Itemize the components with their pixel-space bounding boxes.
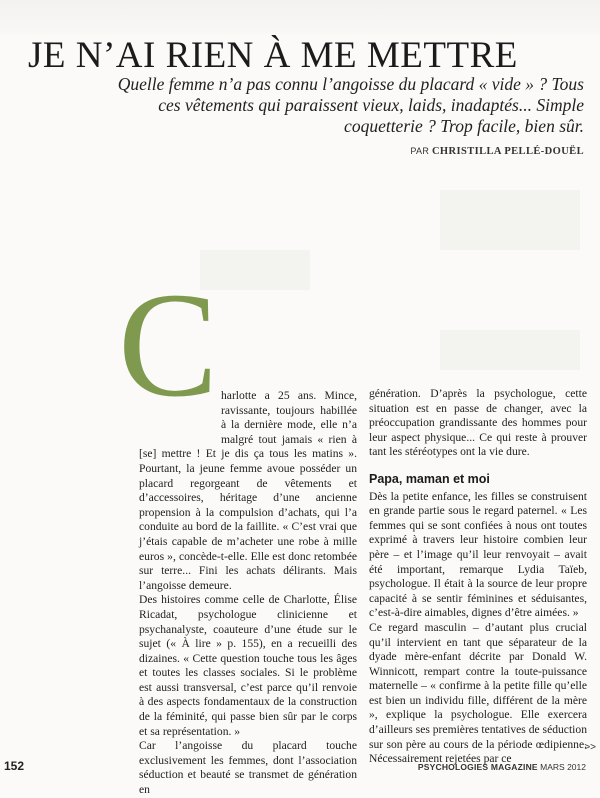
paragraph: Car l’angoisse du placard touche exclusivement les femmes, dont l’association séduction et beauté se transmet de génération en	[139, 739, 357, 797]
drop-cap-wrap-space	[139, 389, 221, 446]
paragraph: harlotte a 25 ans. Mince, ravissante, toujours habillée à la dernière mode, elle n’a malgré tout jamais « rien à [se] mettre ! Et je dis ça tous les matins ». Pourtant, la jeune femme avoue posséder un placard regorgeant de vêtements et d’accessoires, héritage d’une ancienne propension à la compulsion d’achats, qui l’a conduite au bord de la faillite. « C’est vrai que j’étais capable de m’acheter une robe à mille euros », concède-t-elle. Elle est donc retombée sur terre... Fini les achats délirants. Mais l’angoisse demeure.	[139, 389, 357, 592]
bleed-through-block	[440, 330, 580, 370]
paragraph: Dès la petite enfance, les filles se construisent en grande partie sous le regard paternel. « Les femmes qui se sont confiées à nous ont toutes exprimé à travers leur histoire combien leur père – et l’image qu’il leur renvoyait – avait été important, remarque Lydia Taïeb, psychologue. Il était à la source de leur propre capacité à se sentir féminines et séduisantes, c’est-à-dire aimables, dignes d’être aimées. »	[369, 489, 587, 620]
magazine-name: PSYCHOLOGIES MAGAZINE	[417, 762, 538, 772]
article-lead: Quelle femme n’a pas connu l’angoisse du placard « vide » ? Tous ces vêtements qui paraissent vieux, laids, inadaptés... Simple coquetterie ? Trop facile, bien sûr.	[117, 74, 584, 136]
paragraph: Ce regard masculin – d’autant plus crucial qu’il intervient en tant que séparateur de la dyade mère-enfant décrite par Donald W. Winnicott, rempart contre la toute-puissance maternelle – « confirme à la petite fille qu’elle est bien un individu fille, différent de la mère », explique la psychologue. Elle exercera d’ailleurs ses premières tentatives de séduction sur son père au cours de la période œdipienne. Nécessairement rejetées par ce	[369, 620, 587, 766]
continue-arrow-icon: >>	[584, 742, 596, 753]
section-subheading: Papa, maman et moi	[369, 471, 490, 486]
paragraph: génération. D’après la psychologue, cette situation est en passe de changer, avec la préoccupation grandissante des hommes pour leur aspect physique... Ce qui reste à prouver tant les stéréotypes ont la vie dure.	[369, 387, 587, 459]
magazine-footer	[418, 762, 586, 772]
body-column-2	[369, 387, 587, 766]
issue-date: MARS 2012	[540, 762, 586, 772]
body-column-1	[139, 389, 357, 797]
byline-author: CHRISTILLA PELLÉ-DOUËL	[431, 146, 584, 157]
bleed-through-band	[0, 0, 600, 34]
bleed-through-block	[440, 190, 580, 250]
byline	[410, 146, 584, 157]
page-number: 152	[4, 759, 25, 773]
byline-prefix: PAR	[410, 146, 430, 156]
drop-cap: C	[118, 262, 219, 428]
paragraph: Des histoires comme celle de Charlotte, Élise Ricadat, psychologue clinicienne et psychanalyste, coauteure d’une étude sur le sujet (« À lire » p. 155), en a recueilli des dizaines. « Cette question touche tous les âges et toutes les classes sociales. Si le problème est aussi transversal, c’est parce qu’il renvoie à des aspects fondamentaux de la construction de la féminité, qui passe bien sûr par le corps et sa représentation. »	[139, 593, 357, 738]
article-title: JE N’AI RIEN À ME METTRE	[28, 35, 518, 76]
